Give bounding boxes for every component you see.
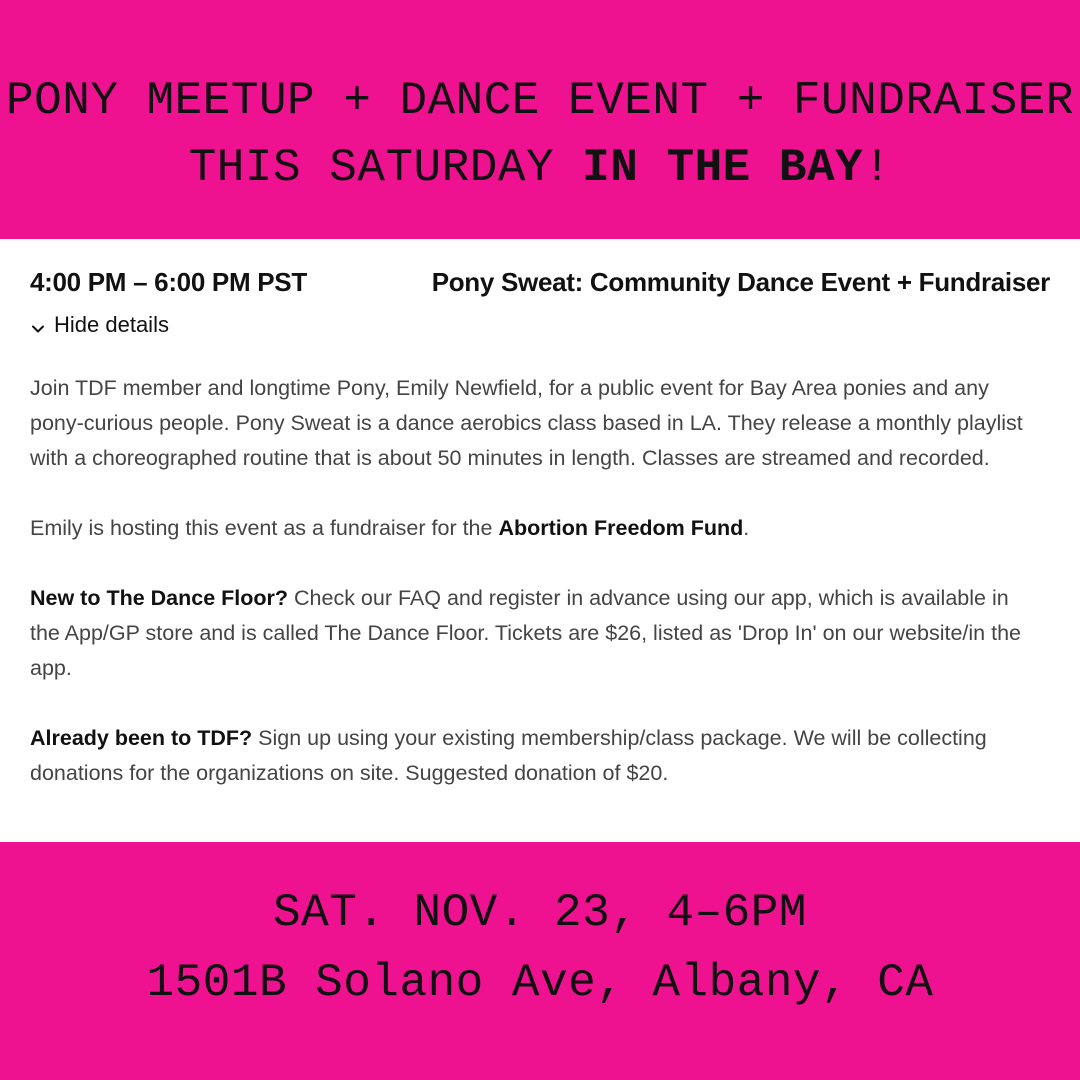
hide-details-label: Hide details — [54, 312, 169, 337]
event-details-panel — [0, 239, 1080, 842]
description-paragraph-3 — [30, 581, 1040, 686]
event-date: SAT. NOV. 23, 4–6PM — [273, 887, 807, 939]
event-address: 1501B Solano Ave, Albany, CA — [146, 957, 934, 1009]
abortion-freedom-fund-name: Abortion Freedom Fund — [498, 516, 744, 540]
p4-text: Sign up using your existing membership/class package. We will be collecting donations for the organizations on site. Suggested donation of $20. — [30, 726, 987, 785]
p2-end: . — [743, 516, 750, 540]
new-to-tdf-heading: New to The Dance Floor? — [30, 586, 289, 610]
header-line2-prefix: THIS SATURDAY — [188, 142, 583, 194]
header-line2-suffix: ! — [863, 142, 892, 194]
event-description — [30, 371, 1040, 826]
description-paragraph-2 — [30, 511, 1040, 546]
hide-details-toggle[interactable] — [30, 312, 169, 338]
event-title: Pony Sweat: Community Dance Event + Fundraiser — [431, 267, 1050, 297]
header-title-line2 — [0, 142, 1080, 194]
p2-text: Emily is hosting this event as a fundraiser for the — [30, 516, 499, 540]
chevron-down-icon — [30, 317, 46, 333]
footer-banner — [0, 842, 1080, 1080]
header-banner — [0, 0, 1080, 239]
header-title-line1: PONY MEETUP + DANCE EVENT + FUNDRAISER — [6, 75, 1074, 127]
description-paragraph-4 — [30, 721, 1040, 791]
event-time: 4:00 PM – 6:00 PM PST — [30, 267, 307, 297]
p3-text: Check our FAQ and register in advance using our app, which is available in the App/GP store and is called The Dance Floor. Tickets are $26, listed as 'Drop In' on our website/in the app. — [30, 586, 1021, 680]
description-paragraph-1: Join TDF member and longtime Pony, Emily Newfield, for a public event for Bay Area ponies and any pony-curious people. Pony Sweat is a dance aerobics class based in LA. They release a monthly playlist with a choreographed routine that is about 50 minutes in length. Classes are streamed and recorded. — [30, 376, 1023, 470]
header-line2-emphasis: IN THE BAY — [582, 142, 864, 194]
already-been-heading: Already been to TDF? — [30, 726, 253, 750]
